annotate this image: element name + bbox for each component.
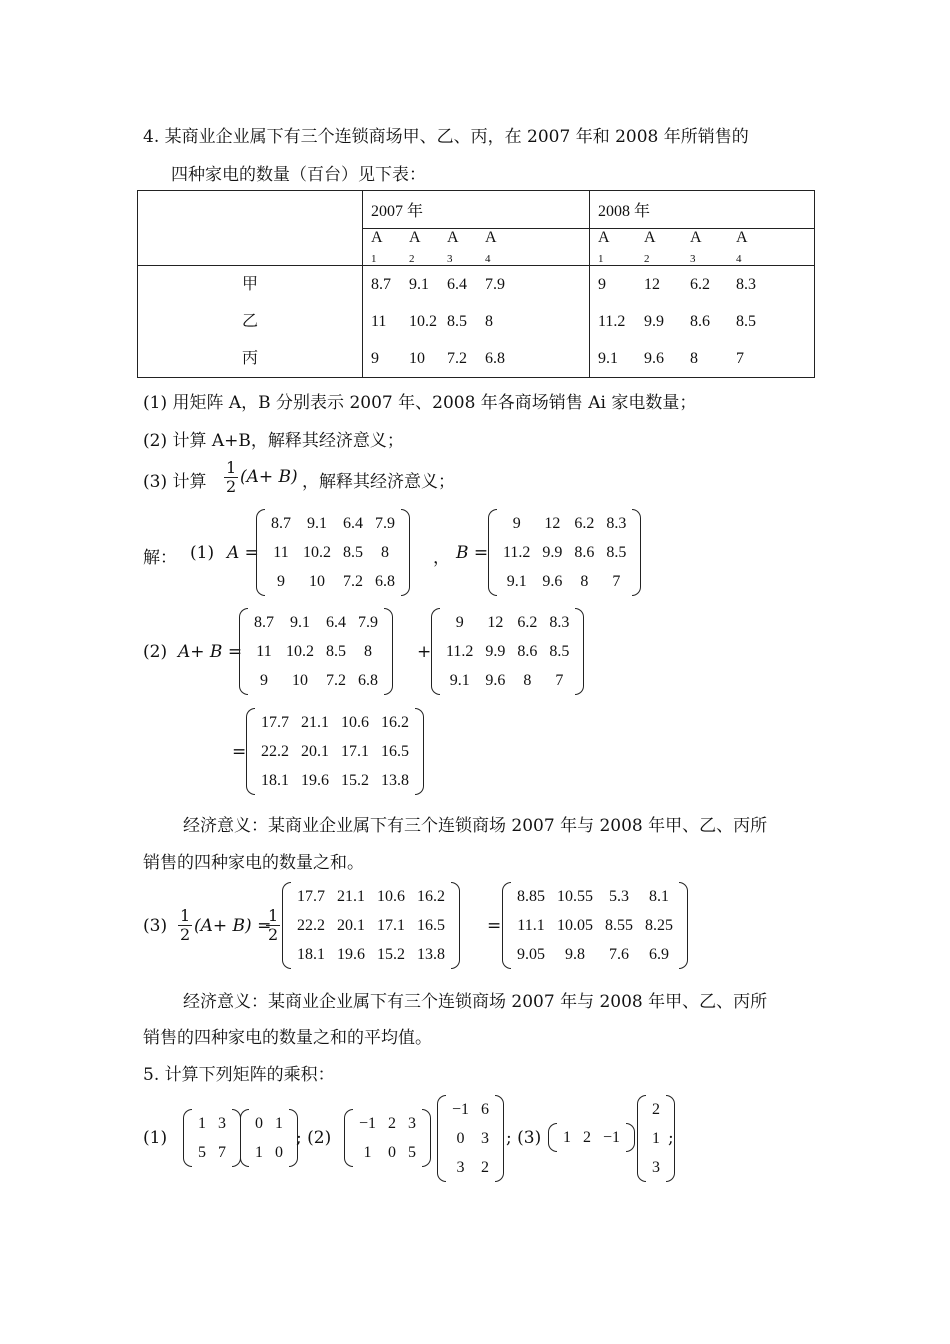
matrix-cell: 10.2 bbox=[303, 543, 331, 561]
matrix-cell: 3 bbox=[456, 1158, 465, 1176]
col-header: $A_2$ bbox=[409, 229, 421, 265]
matrix-cell: 9.1 bbox=[449, 671, 470, 689]
matrix-cell: 18.1 bbox=[297, 945, 325, 963]
matrix-cell: 6.4 bbox=[343, 514, 363, 532]
matrix-cell: 9.1 bbox=[307, 514, 327, 532]
matrix-cell: 7.6 bbox=[609, 945, 629, 963]
year-2007-header: 2007 年 bbox=[363, 191, 590, 229]
matrix-cell: 5 bbox=[198, 1143, 206, 1161]
comma: ， bbox=[433, 548, 450, 568]
matrix-cell: 8.6 bbox=[574, 543, 595, 561]
matrix-cell: 16.2 bbox=[417, 887, 445, 905]
matrix-cell: −1 bbox=[359, 1114, 377, 1132]
matrix-a-label: A = bbox=[227, 543, 259, 563]
matrix-cell: 10 bbox=[309, 572, 325, 590]
matrix-cell: 1 bbox=[563, 1128, 571, 1146]
matrix-cell: 13.8 bbox=[381, 771, 409, 789]
problem5-sep-1: ; (2) bbox=[296, 1128, 332, 1148]
matrix-cell: 9.6 bbox=[485, 671, 506, 689]
matrix-cell: 15.2 bbox=[377, 945, 405, 963]
matrix-cell: 11.2 bbox=[503, 543, 531, 561]
matrix-cell: 9.1 bbox=[290, 613, 310, 631]
matrix-cell: 9.05 bbox=[517, 945, 545, 963]
matrix-a-sum bbox=[239, 608, 393, 695]
matrix-cell: 0 bbox=[275, 1143, 283, 1161]
fraction-half-3b: $\frac{1}{2}$ bbox=[268, 906, 279, 944]
matrix-cell: 6 bbox=[481, 1100, 490, 1118]
matrix-cell: 1 bbox=[652, 1129, 660, 1147]
meaning-3-line1: 经济意义：某商业企业属下有三个连锁商场 2007 年与 2008 年甲、乙、丙所 bbox=[183, 992, 768, 1012]
matrix-cell: 8.85 bbox=[517, 887, 545, 905]
matrix-cell: 7.2 bbox=[326, 671, 346, 689]
matrix-cell: 10.05 bbox=[557, 916, 593, 934]
matrix-cell: 9 bbox=[260, 671, 268, 689]
matrix-cell: 21.1 bbox=[301, 713, 329, 731]
year-2008-header: 2008 年 bbox=[590, 191, 815, 229]
matrix-cell: 20.1 bbox=[301, 742, 329, 760]
matrix-cell: 7 bbox=[218, 1143, 226, 1161]
problem5-sep-2: ; (3) bbox=[506, 1128, 542, 1148]
matrix-cell: 19.6 bbox=[301, 771, 329, 789]
matrix-cell: 22.2 bbox=[297, 916, 325, 934]
matrix-cell: 8.6 bbox=[517, 642, 538, 660]
matrix-a bbox=[256, 509, 410, 596]
matrix-cell: 3 bbox=[408, 1114, 417, 1132]
problem5-part-1: (1) bbox=[143, 1128, 168, 1148]
matrix-cell: 9.8 bbox=[565, 945, 585, 963]
matrix-cell: 22.2 bbox=[261, 742, 289, 760]
matrix-cell: 8 bbox=[523, 671, 532, 689]
question-3-expr: (A+ B) bbox=[240, 467, 298, 487]
table-corner-cell bbox=[138, 191, 363, 266]
meaning-2-line1: 经济意义：某商业企业属下有三个连锁商场 2007 年与 2008 年甲、乙、丙所 bbox=[183, 816, 768, 836]
matrix-cell: 13.8 bbox=[417, 945, 445, 963]
problem5-end: ; bbox=[668, 1128, 674, 1148]
matrix-cell: 16.5 bbox=[381, 742, 409, 760]
col-header: $A_3$ bbox=[690, 229, 702, 265]
matrix-cell: 2 bbox=[481, 1158, 490, 1176]
matrix-cell: 0 bbox=[255, 1114, 263, 1132]
matrix-cell: 21.1 bbox=[337, 887, 365, 905]
cols-2007-header bbox=[363, 229, 590, 266]
solution-part-3: (3) bbox=[143, 916, 168, 936]
matrix-cell: 8.5 bbox=[549, 642, 570, 660]
matrix-cell: 7.2 bbox=[343, 572, 363, 590]
matrix-cell: 9.9 bbox=[485, 642, 506, 660]
matrix-cell: 1 bbox=[275, 1114, 283, 1132]
data-2007: 8.7 9.1 6.4 7.9 11 10.2 8.5 8 9 10 7.2 6.8 bbox=[363, 266, 590, 378]
matrix-cell: 8 bbox=[381, 543, 389, 561]
matrix-cell: 12 bbox=[544, 514, 561, 532]
sum-label: A+ B = bbox=[178, 642, 243, 662]
matrix-cell: −1 bbox=[603, 1128, 621, 1146]
matrix-cell: 9 bbox=[512, 514, 521, 532]
matrix-cell: 8.5 bbox=[343, 543, 363, 561]
matrix-cell: 10.6 bbox=[341, 713, 369, 731]
meaning-3-line2: 销售的四种家电的数量之和的平均值。 bbox=[143, 1028, 432, 1048]
col-header: $A_4$ bbox=[736, 229, 748, 265]
matrix-cell: 10 bbox=[292, 671, 308, 689]
matrix-cell: 9.9 bbox=[542, 543, 563, 561]
solution-part-1: (1) bbox=[190, 543, 215, 563]
matrix-cell: 6.4 bbox=[326, 613, 346, 631]
matrix-cell: 10.2 bbox=[286, 642, 314, 660]
matrix-cell: 8.25 bbox=[645, 916, 673, 934]
matrix-half-result bbox=[502, 882, 688, 969]
matrix-cell: −1 bbox=[452, 1100, 470, 1118]
matrix-cell: 15.2 bbox=[341, 771, 369, 789]
matrix-cell: 6.8 bbox=[358, 671, 378, 689]
matrix-cell: 8.55 bbox=[605, 916, 633, 934]
problem5-title: 5. 计算下列矩阵的乘积： bbox=[143, 1065, 335, 1085]
matrix-cell: 0 bbox=[388, 1143, 397, 1161]
matrix-cell: 7.9 bbox=[358, 613, 378, 631]
matrix-cell: 7 bbox=[612, 572, 621, 590]
matrix-5-2b bbox=[437, 1095, 504, 1182]
matrix-5-3a bbox=[548, 1123, 635, 1152]
fraction-half-3: $\frac{1}{2}$ bbox=[180, 906, 191, 944]
matrix-cell: 11.2 bbox=[446, 642, 474, 660]
matrix-cell: 16.5 bbox=[417, 916, 445, 934]
sales-table bbox=[137, 190, 815, 378]
matrix-5-2a bbox=[344, 1109, 431, 1167]
matrix-cell: 8.7 bbox=[271, 514, 291, 532]
matrix-cell: 5 bbox=[408, 1143, 417, 1161]
row-labels: 甲 乙 丙 bbox=[138, 266, 363, 378]
col-header: $A_1$ bbox=[598, 229, 610, 265]
matrix-cell: 12 bbox=[487, 613, 504, 631]
equals-sign: = bbox=[232, 742, 247, 762]
matrix-sum-half bbox=[282, 882, 460, 969]
matrix-cell: 11 bbox=[256, 642, 272, 660]
solution-part-2: (2) bbox=[143, 642, 168, 662]
matrix-cell: 17.7 bbox=[297, 887, 325, 905]
matrix-cell: 8 bbox=[580, 572, 589, 590]
matrix-cell: 8.3 bbox=[606, 514, 627, 532]
question-2: (2) 计算 A+B，解释其经济意义； bbox=[143, 431, 404, 451]
col-header: $A_3$ bbox=[447, 229, 459, 265]
matrix-cell: 1 bbox=[198, 1114, 206, 1132]
matrix-cell: 2 bbox=[652, 1100, 660, 1118]
matrix-cell: 5.3 bbox=[609, 887, 629, 905]
matrix-b-label: B = bbox=[456, 543, 489, 563]
problem4-line2: 四种家电的数量（百台）见下表： bbox=[171, 165, 426, 185]
matrix-b-sum bbox=[431, 608, 584, 695]
matrix-cell: 10.55 bbox=[557, 887, 593, 905]
question-3-suffix: ，解释其经济意义； bbox=[302, 472, 455, 492]
matrix-5-1b bbox=[240, 1109, 298, 1167]
col-header: $A_4$ bbox=[485, 229, 497, 265]
matrix-cell: 3 bbox=[652, 1158, 660, 1176]
equals-sign-3: = bbox=[487, 916, 502, 936]
fraction-half: $\frac{1}{2}$ bbox=[226, 458, 237, 496]
matrix-cell: 8.3 bbox=[549, 613, 570, 631]
matrix-cell: 8.1 bbox=[649, 887, 669, 905]
question-1: (1) 用矩阵 A，B 分别表示 2007 年、2008 年各商场销售 Ai 家电数量； bbox=[143, 393, 697, 413]
matrix-cell: 18.1 bbox=[261, 771, 289, 789]
matrix-cell: 8.7 bbox=[254, 613, 274, 631]
matrix-cell: 7.9 bbox=[375, 514, 395, 532]
matrix-cell: 17.1 bbox=[377, 916, 405, 934]
matrix-cell: 3 bbox=[218, 1114, 226, 1132]
plus-sign: + bbox=[417, 642, 432, 662]
matrix-cell: 16.2 bbox=[381, 713, 409, 731]
matrix-cell: 8 bbox=[364, 642, 372, 660]
matrix-cell: 17.7 bbox=[261, 713, 289, 731]
matrix-cell: 6.2 bbox=[574, 514, 595, 532]
matrix-cell: 7 bbox=[555, 671, 564, 689]
matrix-cell: 20.1 bbox=[337, 916, 365, 934]
matrix-cell: 9 bbox=[455, 613, 464, 631]
matrix-cell: 9.1 bbox=[506, 572, 527, 590]
matrix-sum-result bbox=[246, 708, 424, 795]
matrix-cell: 2 bbox=[388, 1114, 397, 1132]
matrix-cell: 17.1 bbox=[341, 742, 369, 760]
matrix-cell: 8.5 bbox=[326, 642, 346, 660]
question-3-prefix: (3) 计算 bbox=[143, 472, 207, 492]
matrix-cell: 6.2 bbox=[517, 613, 538, 631]
matrix-cell: 19.6 bbox=[337, 945, 365, 963]
matrix-cell: 1 bbox=[255, 1143, 263, 1161]
matrix-cell: 9 bbox=[277, 572, 285, 590]
half-sum-label: (A+ B) = bbox=[194, 916, 272, 936]
cols-2008-header bbox=[590, 229, 815, 266]
matrix-cell: 6.8 bbox=[375, 572, 395, 590]
matrix-cell: 9.6 bbox=[542, 572, 563, 590]
matrix-cell: 2 bbox=[583, 1128, 591, 1146]
matrix-cell: 1 bbox=[363, 1143, 372, 1161]
col-header: $A_1$ bbox=[371, 229, 383, 265]
solution-label: 解： bbox=[143, 548, 177, 568]
matrix-5-1a bbox=[183, 1109, 241, 1167]
matrix-b bbox=[488, 509, 641, 596]
matrix-cell: 11 bbox=[273, 543, 289, 561]
matrix-cell: 8.5 bbox=[606, 543, 627, 561]
matrix-cell: 10.6 bbox=[377, 887, 405, 905]
problem4-line1: 4. 某商业企业属下有三个连锁商场甲、乙、丙，在 2007 年和 2008 年所销售的 bbox=[143, 127, 749, 147]
matrix-cell: 0 bbox=[456, 1129, 465, 1147]
data-2008: 9 12 6.2 8.3 11.2 9.9 8.6 8.5 9.1 9.6 8 7 bbox=[590, 266, 815, 378]
matrix-cell: 11.1 bbox=[517, 916, 545, 934]
matrix-cell: 3 bbox=[481, 1129, 490, 1147]
col-header: $A_2$ bbox=[644, 229, 656, 265]
matrix-cell: 6.9 bbox=[649, 945, 669, 963]
meaning-2-line2: 销售的四种家电的数量之和。 bbox=[143, 853, 364, 873]
